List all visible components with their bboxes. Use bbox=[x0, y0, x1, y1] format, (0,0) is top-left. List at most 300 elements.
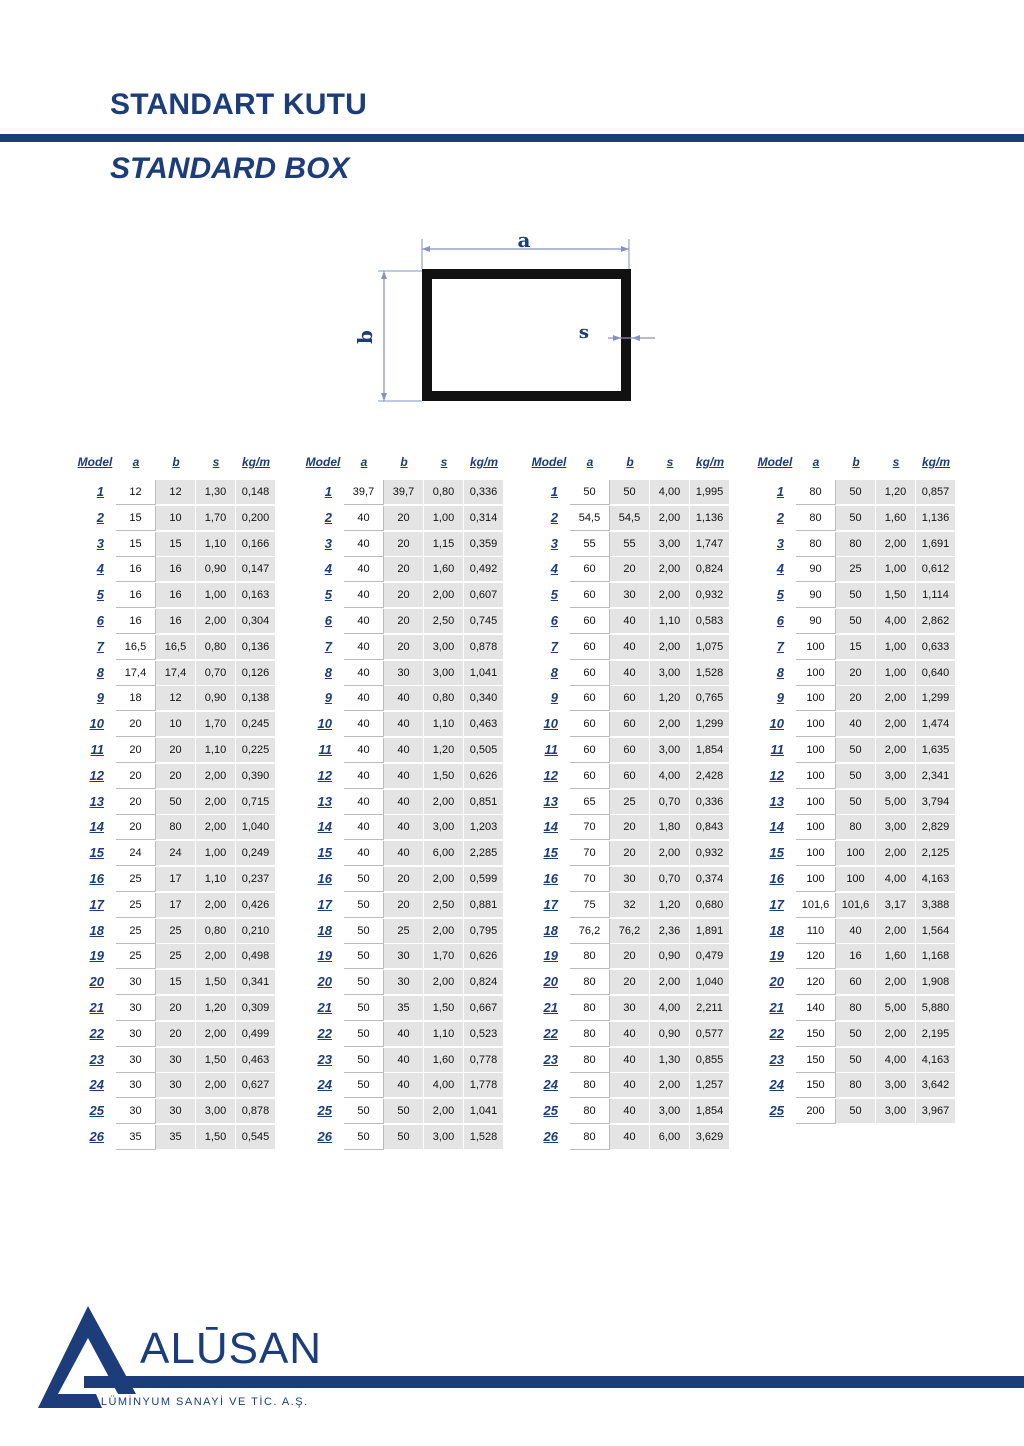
table-row bbox=[752, 686, 992, 712]
table-row bbox=[300, 841, 540, 867]
dim-b-cell: 40 bbox=[610, 1125, 650, 1150]
model-number: 20 bbox=[89, 974, 104, 990]
table-row bbox=[72, 841, 312, 867]
weight-kg-m-cell: 0,583 bbox=[690, 609, 730, 634]
column-header: b bbox=[400, 455, 408, 469]
weight-kg-m-cell: 0,599 bbox=[464, 867, 504, 892]
weight-kg-m-cell: 0,765 bbox=[690, 686, 730, 711]
thickness-s-cell: 1,70 bbox=[424, 944, 464, 969]
thickness-s-cell: 1,50 bbox=[876, 583, 916, 608]
dim-a-cell: 100 bbox=[796, 738, 836, 763]
weight-kg-m-cell: 1,528 bbox=[464, 1125, 504, 1150]
thickness-s-cell: 1,10 bbox=[424, 1022, 464, 1047]
weight-kg-m-cell: 0,200 bbox=[236, 506, 276, 531]
dim-a-cell: 60 bbox=[570, 635, 610, 660]
model-number: 24 bbox=[543, 1077, 558, 1093]
dim-a-cell: 30 bbox=[116, 1048, 156, 1073]
table-row bbox=[72, 867, 312, 893]
column-header: Model bbox=[305, 455, 341, 469]
thickness-s-cell: 2,00 bbox=[424, 790, 464, 815]
dim-b-cell: 16,5 bbox=[156, 635, 196, 660]
model-number: 22 bbox=[543, 1025, 558, 1041]
thickness-s-cell: 2,00 bbox=[424, 970, 464, 995]
model-number: 24 bbox=[769, 1077, 784, 1093]
table-row bbox=[752, 712, 992, 738]
thickness-s-cell: 2,50 bbox=[424, 609, 464, 634]
dim-a-cell: 16,5 bbox=[116, 635, 156, 660]
dim-a-cell: 150 bbox=[796, 1073, 836, 1098]
dim-b-cell: 40 bbox=[610, 609, 650, 634]
table-row bbox=[752, 635, 992, 661]
dim-b-cell: 50 bbox=[836, 583, 876, 608]
dim-a-cell: 40 bbox=[344, 790, 384, 815]
dim-a-cell: 50 bbox=[344, 970, 384, 995]
dim-a-cell: 80 bbox=[570, 970, 610, 995]
thickness-s-cell: 2,50 bbox=[424, 893, 464, 918]
weight-kg-m-cell: 0,492 bbox=[464, 557, 504, 582]
dim-b-cell: 16 bbox=[156, 557, 196, 582]
thickness-s-cell: 0,80 bbox=[196, 635, 236, 660]
weight-kg-m-cell: 0,612 bbox=[916, 557, 956, 582]
weight-kg-m-cell: 1,075 bbox=[690, 635, 730, 660]
dim-b-cell: 20 bbox=[610, 841, 650, 866]
dim-a-cell: 100 bbox=[796, 790, 836, 815]
dim-a-cell: 150 bbox=[796, 1022, 836, 1047]
weight-kg-m-cell: 1,474 bbox=[916, 712, 956, 737]
thickness-s-cell: 4,00 bbox=[650, 996, 690, 1021]
dim-b-cell: 16 bbox=[156, 583, 196, 608]
thickness-s-cell: 0,90 bbox=[650, 944, 690, 969]
dim-a-cell: 25 bbox=[116, 919, 156, 944]
thickness-s-cell: 1,60 bbox=[424, 557, 464, 582]
weight-kg-m-cell: 4,163 bbox=[916, 1048, 956, 1073]
weight-kg-m-cell: 0,359 bbox=[464, 532, 504, 557]
thickness-s-cell: 2,00 bbox=[650, 1073, 690, 1098]
dim-a-cell: 16 bbox=[116, 609, 156, 634]
dim-b-cell: 17 bbox=[156, 893, 196, 918]
dim-b-cell: 20 bbox=[384, 532, 424, 557]
weight-kg-m-cell: 5,880 bbox=[916, 996, 956, 1021]
model-number: 19 bbox=[317, 948, 332, 964]
dim-a-cell: 60 bbox=[570, 686, 610, 711]
dim-b-cell: 25 bbox=[836, 557, 876, 582]
weight-kg-m-cell: 0,314 bbox=[464, 506, 504, 531]
weight-kg-m-cell: 0,795 bbox=[464, 919, 504, 944]
dim-a-cell: 100 bbox=[796, 867, 836, 892]
thickness-s-cell: 0,90 bbox=[196, 686, 236, 711]
weight-kg-m-cell: 1,891 bbox=[690, 919, 730, 944]
model-number: 3 bbox=[776, 535, 784, 551]
model-number: 2 bbox=[96, 509, 104, 525]
table-row bbox=[300, 1099, 540, 1125]
model-number: 20 bbox=[317, 974, 332, 990]
dim-b-cell: 40 bbox=[384, 1073, 424, 1098]
dim-a-cell: 40 bbox=[344, 841, 384, 866]
table-row bbox=[752, 893, 992, 919]
weight-kg-m-cell: 0,336 bbox=[464, 480, 504, 505]
dim-a-cell: 18 bbox=[116, 686, 156, 711]
thickness-s-cell: 3,00 bbox=[876, 764, 916, 789]
thickness-s-cell: 3,00 bbox=[650, 661, 690, 686]
dim-a-cell: 50 bbox=[344, 893, 384, 918]
bottom-divider bbox=[84, 1376, 1024, 1388]
thickness-s-cell: 1,50 bbox=[196, 970, 236, 995]
dim-a-cell: 40 bbox=[344, 506, 384, 531]
dim-a-cell: 80 bbox=[570, 944, 610, 969]
thickness-s-cell: 2,00 bbox=[876, 532, 916, 557]
model-number: 21 bbox=[317, 1000, 332, 1015]
weight-kg-m-cell: 3,794 bbox=[916, 790, 956, 815]
dim-a-cell: 80 bbox=[570, 996, 610, 1021]
dim-a-cell: 60 bbox=[570, 661, 610, 686]
table-row bbox=[526, 712, 766, 738]
page-title: STANDART KUTU bbox=[110, 88, 368, 121]
dim-a-cell: 120 bbox=[796, 944, 836, 969]
table-row bbox=[300, 738, 540, 764]
table-row bbox=[526, 532, 766, 558]
table-header bbox=[300, 452, 540, 474]
dim-b-cell: 15 bbox=[156, 970, 196, 995]
model-number: 7 bbox=[324, 638, 332, 654]
weight-kg-m-cell: 1,635 bbox=[916, 738, 956, 763]
table-row bbox=[72, 712, 312, 738]
table-row bbox=[526, 867, 766, 893]
dim-b-cell: 35 bbox=[156, 1125, 196, 1150]
table-row bbox=[526, 661, 766, 687]
weight-kg-m-cell: 1,136 bbox=[916, 506, 956, 531]
weight-kg-m-cell: 0,545 bbox=[236, 1125, 276, 1150]
dim-a-cell: 80 bbox=[570, 1073, 610, 1098]
thickness-s-cell: 2,00 bbox=[650, 583, 690, 608]
weight-kg-m-cell: 0,881 bbox=[464, 893, 504, 918]
table-row bbox=[526, 1073, 766, 1099]
dim-b-cell: 50 bbox=[156, 790, 196, 815]
dim-a-cell: 15 bbox=[116, 506, 156, 531]
model-number: 23 bbox=[317, 1051, 332, 1067]
thickness-s-cell: 1,00 bbox=[424, 506, 464, 531]
weight-kg-m-cell: 0,745 bbox=[464, 609, 504, 634]
dim-b-cell: 80 bbox=[836, 996, 876, 1021]
dim-b-cell: 20 bbox=[836, 661, 876, 686]
model-number: 24 bbox=[89, 1077, 104, 1093]
table-row bbox=[72, 790, 312, 816]
dim-b-cell: 60 bbox=[610, 738, 650, 763]
table-row bbox=[72, 1048, 312, 1074]
table-row bbox=[752, 661, 992, 687]
column-header: b bbox=[626, 455, 634, 469]
weight-kg-m-cell: 1,041 bbox=[464, 661, 504, 686]
dim-b-cell: 12 bbox=[156, 686, 196, 711]
dim-b-cell: 30 bbox=[384, 661, 424, 686]
table-header bbox=[752, 452, 992, 474]
dim-b-cell: 24 bbox=[156, 841, 196, 866]
weight-kg-m-cell: 0,577 bbox=[690, 1022, 730, 1047]
model-number: 10 bbox=[543, 716, 558, 732]
model-number: 23 bbox=[769, 1051, 784, 1067]
column-header: s bbox=[212, 455, 220, 469]
weight-kg-m-cell: 0,479 bbox=[690, 944, 730, 969]
dim-b-cell: 16 bbox=[156, 609, 196, 634]
column-header: Model bbox=[757, 455, 793, 469]
dim-a-cell: 60 bbox=[570, 557, 610, 582]
weight-kg-m-cell: 3,642 bbox=[916, 1073, 956, 1098]
table-row bbox=[300, 970, 540, 996]
column-header: kg/m bbox=[921, 455, 950, 469]
model-number: 14 bbox=[89, 819, 104, 835]
table-row bbox=[526, 944, 766, 970]
thickness-s-cell: 1,20 bbox=[876, 480, 916, 505]
table-row bbox=[300, 661, 540, 687]
dim-b-cell: 40 bbox=[836, 712, 876, 737]
table-row bbox=[72, 1125, 312, 1151]
thickness-s-cell: 3,00 bbox=[876, 1099, 916, 1124]
table-row bbox=[300, 532, 540, 558]
dim-b-cell: 30 bbox=[384, 970, 424, 995]
table-row bbox=[72, 738, 312, 764]
dim-b-cell: 16 bbox=[836, 944, 876, 969]
model-number: 8 bbox=[324, 664, 332, 680]
weight-kg-m-cell: 0,778 bbox=[464, 1048, 504, 1073]
thickness-s-cell: 6,00 bbox=[650, 1125, 690, 1150]
dim-b-cell: 20 bbox=[836, 686, 876, 711]
dim-a-cell: 70 bbox=[570, 815, 610, 840]
table-row bbox=[300, 815, 540, 841]
weight-kg-m-cell: 1,168 bbox=[916, 944, 956, 969]
dim-b-cell: 10 bbox=[156, 506, 196, 531]
company-subtitle: ALÜMİNYUM SANAYİ VE TİC. A.Ş. bbox=[92, 1396, 309, 1408]
table-row bbox=[526, 893, 766, 919]
dim-b-cell: 40 bbox=[610, 1022, 650, 1047]
model-number: 13 bbox=[89, 793, 104, 809]
table-row bbox=[752, 557, 992, 583]
table-header bbox=[72, 452, 312, 474]
dim-a-cell: 12 bbox=[116, 480, 156, 505]
thickness-s-cell: 0,70 bbox=[650, 867, 690, 892]
weight-kg-m-cell: 2,285 bbox=[464, 841, 504, 866]
weight-kg-m-cell: 0,626 bbox=[464, 944, 504, 969]
weight-kg-m-cell: 0,640 bbox=[916, 661, 956, 686]
thickness-s-cell: 2,00 bbox=[196, 893, 236, 918]
weight-kg-m-cell: 3,629 bbox=[690, 1125, 730, 1150]
dim-a-cell: 80 bbox=[796, 506, 836, 531]
dim-b-cell: 50 bbox=[836, 609, 876, 634]
table-row bbox=[526, 1099, 766, 1125]
table-row bbox=[752, 532, 992, 558]
thickness-s-cell: 3,00 bbox=[424, 1125, 464, 1150]
thickness-s-cell: 2,00 bbox=[876, 970, 916, 995]
weight-kg-m-cell: 1,041 bbox=[464, 1099, 504, 1124]
table-row bbox=[526, 764, 766, 790]
model-number: 15 bbox=[89, 845, 104, 861]
weight-kg-m-cell: 0,667 bbox=[464, 996, 504, 1021]
model-number: 4 bbox=[96, 561, 104, 577]
dim-a-cell: 110 bbox=[796, 919, 836, 944]
weight-kg-m-cell: 0,505 bbox=[464, 738, 504, 763]
thickness-s-cell: 1,20 bbox=[650, 686, 690, 711]
model-number: 18 bbox=[89, 922, 104, 938]
table-row bbox=[300, 1073, 540, 1099]
dim-b-cell: 80 bbox=[836, 1073, 876, 1098]
table-row bbox=[752, 480, 992, 506]
table-row bbox=[526, 686, 766, 712]
table-row bbox=[752, 944, 992, 970]
model-number: 5 bbox=[324, 587, 332, 603]
dim-b-cell: 60 bbox=[836, 970, 876, 995]
thickness-s-cell: 1,20 bbox=[650, 893, 690, 918]
table-row bbox=[526, 1125, 766, 1151]
model-number: 7 bbox=[550, 638, 558, 654]
thickness-s-cell: 2,00 bbox=[196, 1073, 236, 1098]
column-header: a bbox=[360, 455, 368, 469]
dim-b-cell: 39,7 bbox=[384, 480, 424, 505]
dim-b-cell: 76,2 bbox=[610, 919, 650, 944]
dim-b-cell: 50 bbox=[836, 738, 876, 763]
thickness-s-cell: 2,00 bbox=[650, 712, 690, 737]
dim-a-cell: 80 bbox=[796, 480, 836, 505]
dim-b-cell: 40 bbox=[384, 686, 424, 711]
dim-a-cell: 100 bbox=[796, 841, 836, 866]
dimension-s-label: s bbox=[578, 322, 590, 343]
dim-a-cell: 40 bbox=[344, 532, 384, 557]
model-number: 9 bbox=[96, 690, 104, 706]
weight-kg-m-cell: 3,388 bbox=[916, 893, 956, 918]
model-number: 21 bbox=[89, 1000, 104, 1015]
thickness-s-cell: 1,20 bbox=[196, 996, 236, 1021]
dim-a-cell: 101,6 bbox=[796, 893, 836, 918]
dim-a-cell: 25 bbox=[116, 893, 156, 918]
dim-a-cell: 30 bbox=[116, 1099, 156, 1124]
dim-a-cell: 16 bbox=[116, 557, 156, 582]
dim-a-cell: 17,4 bbox=[116, 661, 156, 686]
table-row bbox=[300, 506, 540, 532]
weight-kg-m-cell: 1,203 bbox=[464, 815, 504, 840]
table-row bbox=[300, 635, 540, 661]
model-number: 11 bbox=[90, 742, 104, 757]
dim-b-cell: 40 bbox=[384, 1022, 424, 1047]
thickness-s-cell: 0,80 bbox=[424, 686, 464, 711]
table-row bbox=[72, 970, 312, 996]
thickness-s-cell: 0,70 bbox=[196, 661, 236, 686]
dim-a-cell: 15 bbox=[116, 532, 156, 557]
table-row bbox=[300, 867, 540, 893]
weight-kg-m-cell: 0,855 bbox=[690, 1048, 730, 1073]
table-row bbox=[72, 764, 312, 790]
thickness-s-cell: 2,00 bbox=[876, 712, 916, 737]
dim-b-cell: 20 bbox=[156, 1022, 196, 1047]
dim-b-cell: 50 bbox=[836, 480, 876, 505]
model-number: 1 bbox=[324, 484, 332, 499]
column-header: a bbox=[586, 455, 594, 469]
dim-b-cell: 30 bbox=[610, 996, 650, 1021]
weight-kg-m-cell: 0,499 bbox=[236, 1022, 276, 1047]
weight-kg-m-cell: 0,237 bbox=[236, 867, 276, 892]
weight-kg-m-cell: 1,040 bbox=[236, 815, 276, 840]
column-header: kg/m bbox=[241, 455, 270, 469]
dim-a-cell: 50 bbox=[344, 919, 384, 944]
model-number: 13 bbox=[769, 793, 784, 809]
model-number: 17 bbox=[543, 896, 558, 912]
thickness-s-cell: 1,70 bbox=[196, 712, 236, 737]
dim-b-cell: 50 bbox=[836, 1048, 876, 1073]
model-number: 12 bbox=[543, 767, 558, 783]
table-row bbox=[300, 583, 540, 609]
dim-b-cell: 30 bbox=[156, 1048, 196, 1073]
dim-b-cell: 100 bbox=[836, 867, 876, 892]
table-row bbox=[526, 1048, 766, 1074]
dim-a-cell: 140 bbox=[796, 996, 836, 1021]
table-row bbox=[72, 480, 312, 506]
dim-a-cell: 20 bbox=[116, 815, 156, 840]
model-number: 8 bbox=[550, 664, 558, 680]
weight-kg-m-cell: 0,225 bbox=[236, 738, 276, 763]
dim-a-cell: 60 bbox=[570, 738, 610, 763]
dim-b-cell: 40 bbox=[610, 1073, 650, 1098]
model-number: 6 bbox=[550, 613, 558, 628]
thickness-s-cell: 1,10 bbox=[196, 738, 236, 763]
dim-b-cell: 40 bbox=[610, 661, 650, 686]
dim-a-cell: 50 bbox=[344, 1022, 384, 1047]
table-row bbox=[752, 506, 992, 532]
table-row bbox=[72, 1099, 312, 1125]
model-number: 26 bbox=[543, 1129, 558, 1144]
weight-kg-m-cell: 1,299 bbox=[690, 712, 730, 737]
model-number: 26 bbox=[317, 1129, 332, 1144]
thickness-s-cell: 4,00 bbox=[424, 1073, 464, 1098]
dim-b-cell: 40 bbox=[836, 919, 876, 944]
table-row bbox=[72, 996, 312, 1022]
table-row bbox=[526, 841, 766, 867]
table-row bbox=[752, 764, 992, 790]
dim-a-cell: 90 bbox=[796, 609, 836, 634]
table-row bbox=[752, 841, 992, 867]
table-row bbox=[526, 583, 766, 609]
weight-kg-m-cell: 0,843 bbox=[690, 815, 730, 840]
thickness-s-cell: 2,00 bbox=[196, 944, 236, 969]
table-row bbox=[752, 1048, 992, 1074]
model-number: 18 bbox=[317, 922, 332, 938]
dim-a-cell: 150 bbox=[796, 1048, 836, 1073]
dim-a-cell: 80 bbox=[570, 1048, 610, 1073]
table-row bbox=[526, 609, 766, 635]
weight-kg-m-cell: 0,498 bbox=[236, 944, 276, 969]
dim-b-cell: 40 bbox=[384, 738, 424, 763]
dim-b-cell: 20 bbox=[384, 867, 424, 892]
weight-kg-m-cell: 1,854 bbox=[690, 738, 730, 763]
table-row bbox=[72, 1022, 312, 1048]
weight-kg-m-cell: 0,245 bbox=[236, 712, 276, 737]
model-number: 20 bbox=[543, 974, 558, 990]
dim-a-cell: 65 bbox=[570, 790, 610, 815]
thickness-s-cell: 2,00 bbox=[650, 841, 690, 866]
thickness-s-cell: 1,10 bbox=[424, 712, 464, 737]
weight-kg-m-cell: 1,257 bbox=[690, 1073, 730, 1098]
dim-a-cell: 100 bbox=[796, 712, 836, 737]
model-number: 24 bbox=[317, 1077, 332, 1093]
page-subtitle: STANDARD BOX bbox=[110, 152, 350, 185]
thickness-s-cell: 4,00 bbox=[650, 764, 690, 789]
table-row bbox=[526, 1022, 766, 1048]
weight-kg-m-cell: 1,114 bbox=[916, 583, 956, 608]
model-number: 20 bbox=[769, 974, 784, 990]
weight-kg-m-cell: 1,528 bbox=[690, 661, 730, 686]
dim-b-cell: 17,4 bbox=[156, 661, 196, 686]
thickness-s-cell: 1,60 bbox=[424, 1048, 464, 1073]
weight-kg-m-cell: 2,428 bbox=[690, 764, 730, 789]
model-number: 2 bbox=[324, 509, 332, 525]
dim-a-cell: 16 bbox=[116, 583, 156, 608]
dimension-a-label: a bbox=[517, 228, 531, 252]
table-row bbox=[72, 583, 312, 609]
